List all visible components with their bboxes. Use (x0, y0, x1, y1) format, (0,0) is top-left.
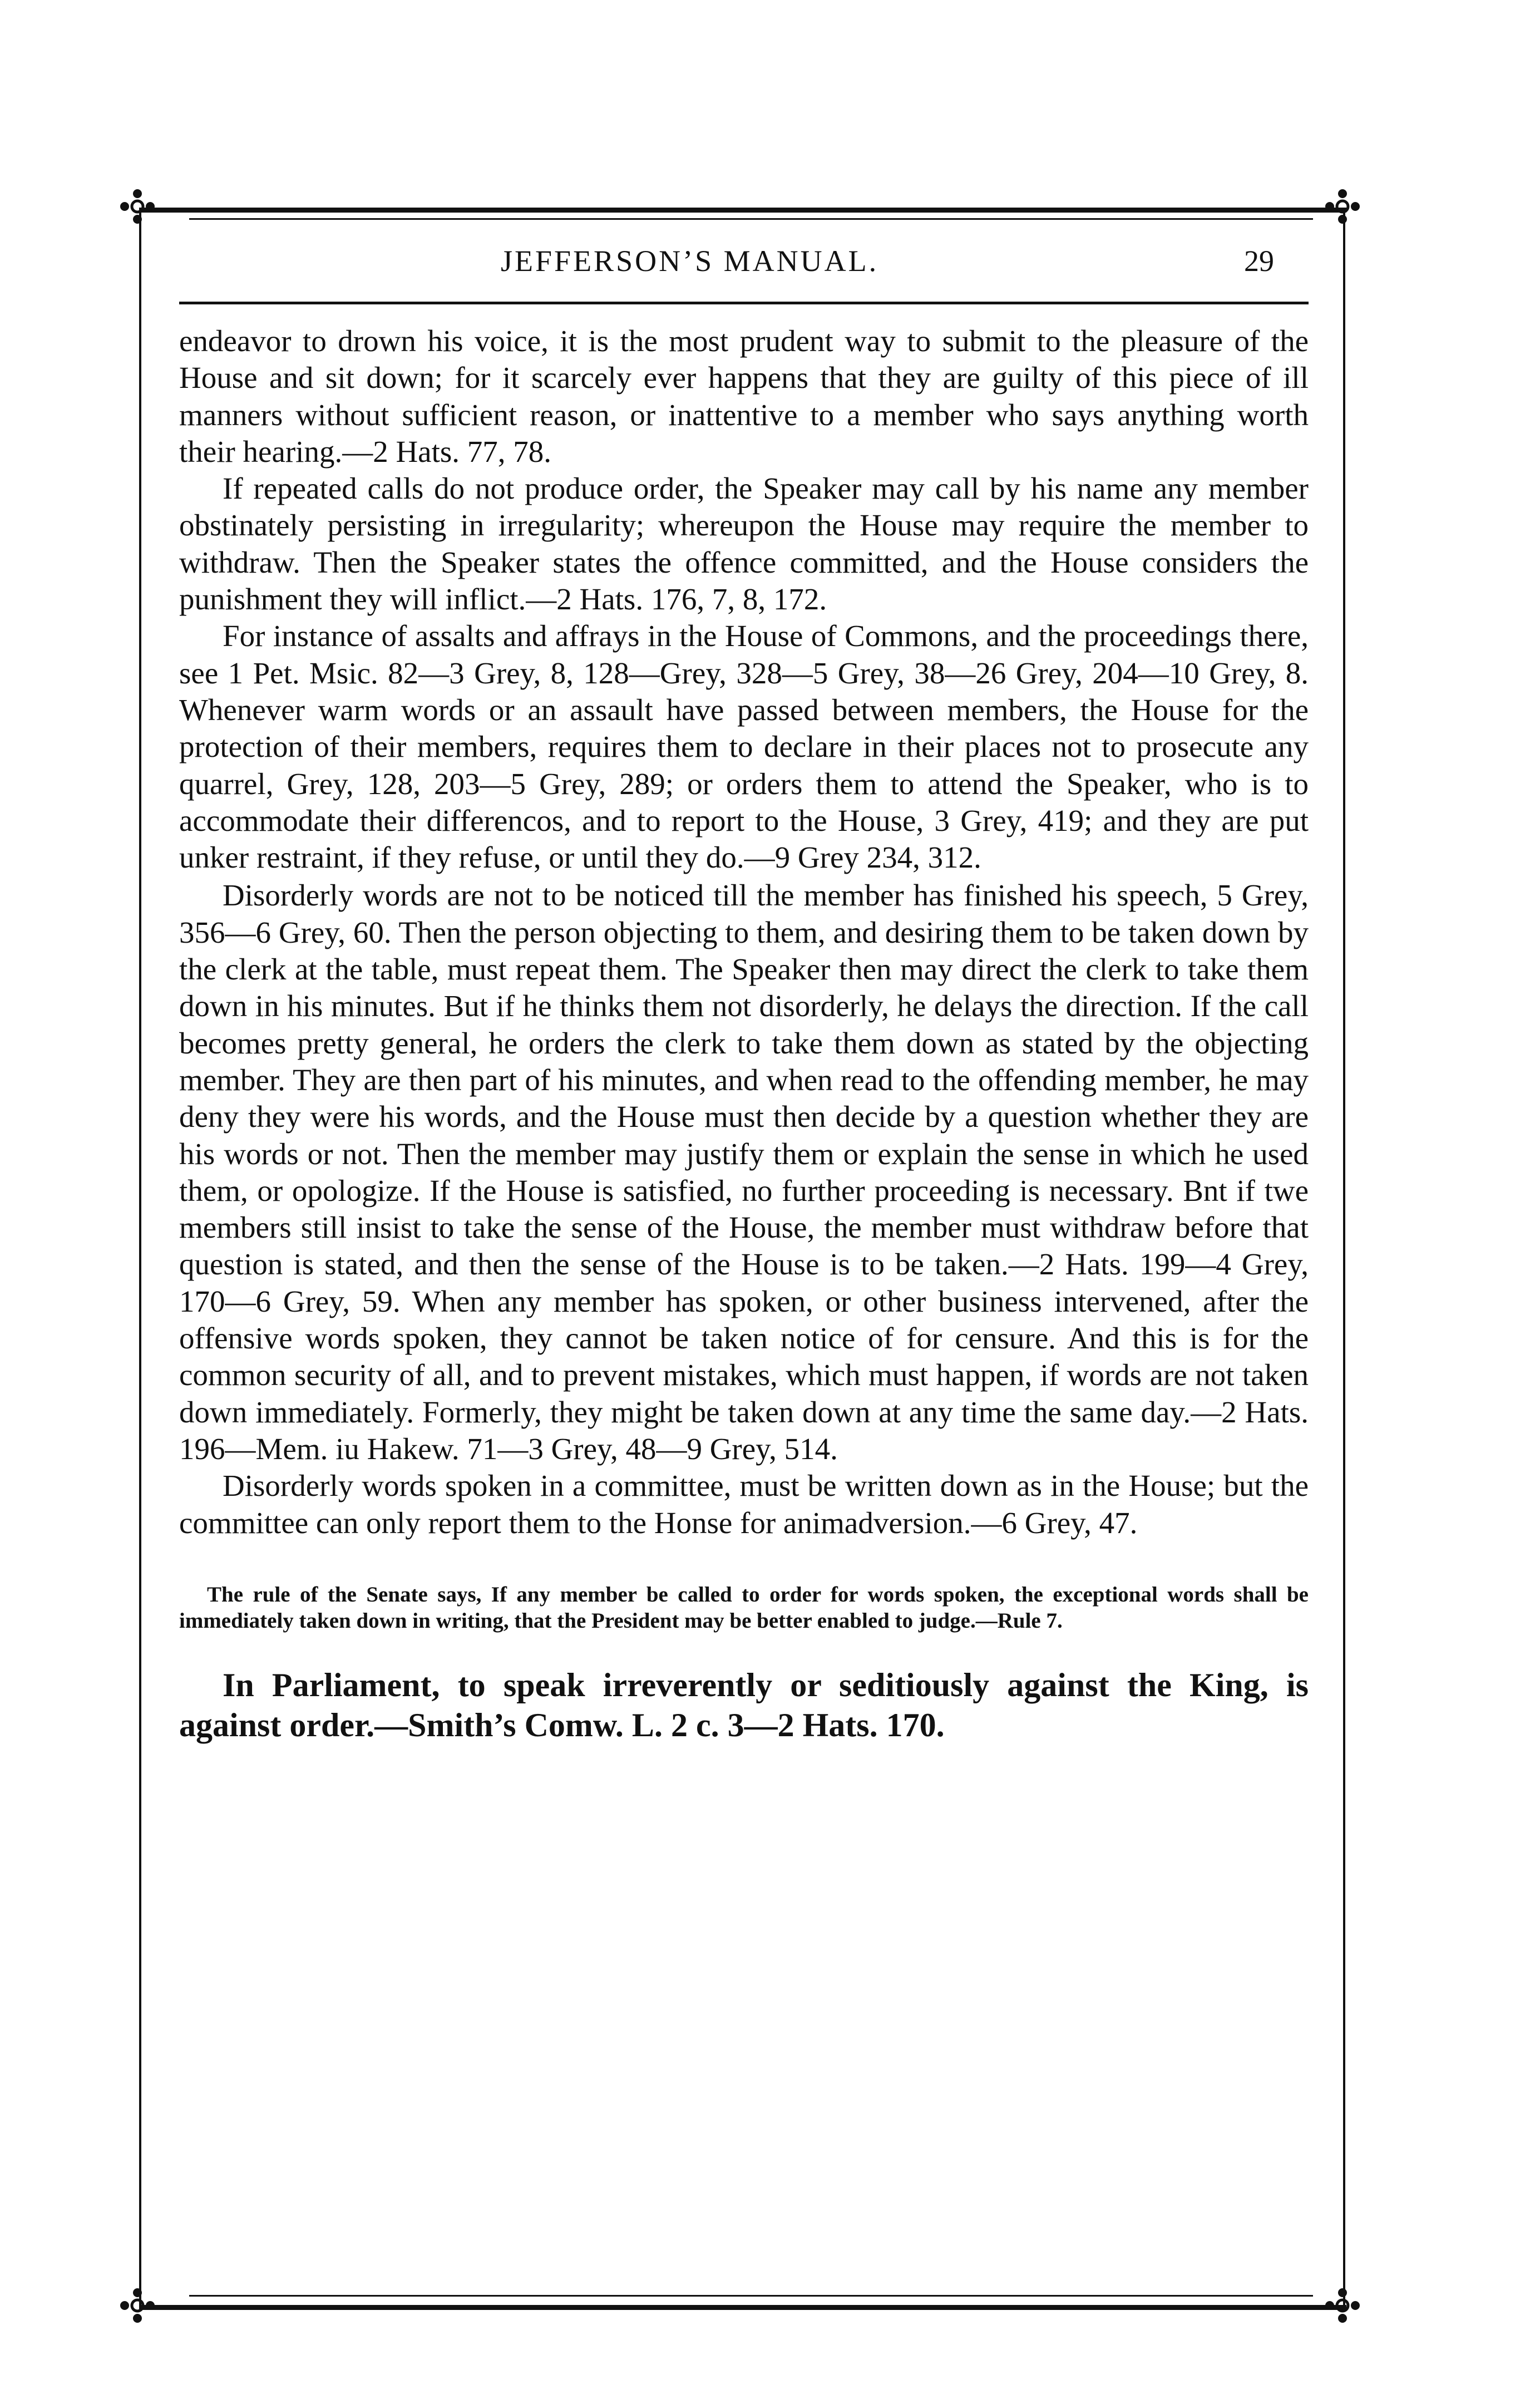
bottom-border-thin-rule (189, 2295, 1313, 2297)
top-border-rule (139, 208, 1346, 213)
running-head-title: JEFFERSON’S MANUAL. (501, 244, 879, 278)
bottom-border-rule (139, 2305, 1346, 2310)
closing-paragraph-parliament: In Parliament, to speak irreverently or seditiously against the King, is against order.—Smith’s Comw. L. 2 c. 3—2 Hats. 170. (179, 1666, 1309, 1743)
right-border-line (1343, 211, 1345, 2305)
paragraph-repeated-calls: If repeated calls do not produce order, the Speaker may call by his name any member obstinately persisting in irregularity; whereupon the House may require the member to withdraw. Then the Speaker states the offence committed, and the House considers the punishment they will inflict.—2 Hats. 176, 7, 8, 172. (179, 471, 1309, 617)
paragraph-continued: endeavor to drown his voice, it is the most prudent way to submit to the pleasure of the House and sit down; for it scarcely ever happens that they are guilty of this piece of ill manners without sufficient reason, or inattentive to a member who says anything worth their hearing.—2 Hats. 77, 78. (179, 324, 1309, 469)
paragraph-assaults-affrays: For instance of assalts and affrays in the House of Commons, and the proceedings there, see 1 Pet. Msic. 82—3 Grey, 8, 128—Grey, 328—5 Grey, 38—26 Grey, 204—10 Grey, 8. Whenever warm words or an assault have passed between members, the House for the protection of their members, requires them to declare in their places not to prosecute any quarrel, Grey, 128, 203—5 Grey, 289; or orders them to attend the Speaker, who is to accommodate their differencos, and to report to the House, 3 Grey, 419; and they are put unker restraint, if they refuse, or until they do.—9 Grey 234, 312. (179, 619, 1309, 875)
left-border-line (139, 211, 141, 2305)
page-body (179, 323, 1309, 1745)
fleur-ornament-icon (118, 187, 157, 226)
senate-rule-note: The rule of the Senate says, If any member be called to order for words spoken, the exceptional words shall be immediately taken down in writing, that the President may be better enabled to judge.—Rule 7. (179, 1582, 1309, 1633)
fleur-ornament-icon (118, 2286, 157, 2325)
fleur-ornament-icon (1323, 187, 1362, 226)
page-number: 29 (1244, 244, 1274, 278)
paragraph-committee-words: Disorderly words spoken in a committee, must be written down as in the House; but the committee can only report them to the Honse for animadversion.—6 Grey, 47. (179, 1469, 1309, 1540)
paragraph-disorderly-words: Disorderly words are not to be noticed till the member has finished his speech, 5 Grey, 356—6 Grey, 60. Then the person objecting to them, and desiring them to be taken down by the clerk at the table, must repeat them. The Speaker then may direct the clerk to take them down in his minutes. But if he thinks them not disorderly, he delays the direction. If the call becomes pretty general, he orders the clerk to take them down as stated by the objecting member. They are then part of his minutes, and when read to the offending member, he may deny they were his words, and the House must then decide by a question whether they are his words or not. Then the member may justify them or explain the sense in which he used them, or opologize. If the House is satisfied, no further proceeding is necessary. Bnt if twe members still insist to take the sense of the House, the member must withdraw before that question is stated, and then the sense of the House is to be taken.—2 Hats. 199—4 Grey, 170—6 Grey, 59. When any member has spoken, or other business intervened, after the offensive words spoken, they cannot be taken notice of for censure. And this is for the common security of all, and to prevent mistakes, which must happen, if words are not taken down immediately. Formerly, they might be taken down at any time the same day.—2 Hats. 196—Mem. iu Hakew. 71—3 Grey, 48—9 Grey, 514. (179, 878, 1309, 1466)
top-border-thin-rule (189, 218, 1313, 220)
fleur-ornament-icon (1323, 2286, 1362, 2325)
header-rule (179, 302, 1309, 304)
